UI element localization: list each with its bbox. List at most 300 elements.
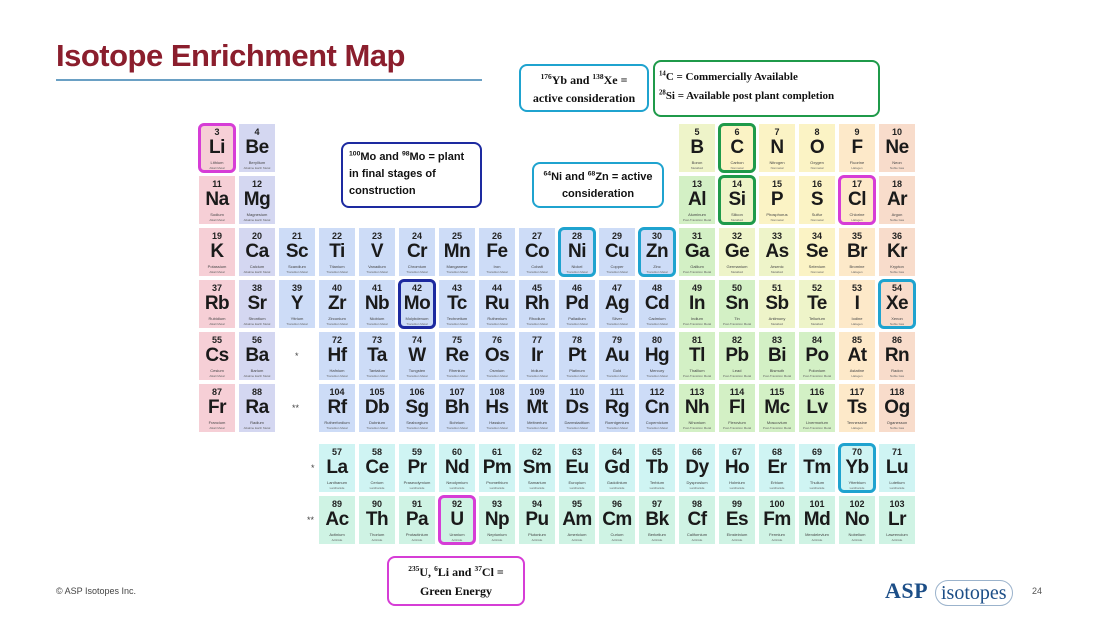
element-name: Iodine <box>851 316 863 321</box>
atomic-number: 46 <box>571 283 582 293</box>
atomic-number: 98 <box>691 499 702 509</box>
element-k <box>198 227 236 277</box>
element-symbol: Mg <box>243 189 271 210</box>
element-symbol: B <box>690 137 704 158</box>
element-category: Transition Metal <box>646 374 668 378</box>
element-category: Transition Metal <box>286 322 308 326</box>
element-symbol: Ca <box>245 241 269 262</box>
element-th <box>358 495 396 545</box>
element-symbol: Tl <box>689 345 705 366</box>
element-category: Post-Transition Metal <box>682 218 712 222</box>
element-name: Lead <box>732 368 742 373</box>
atomic-number: 102 <box>849 499 865 509</box>
atomic-number: 109 <box>529 387 545 397</box>
element-symbol: At <box>847 345 867 366</box>
element-symbol: Sr <box>247 293 267 314</box>
element-category: Lanthanide <box>729 486 745 490</box>
element-name: Calcium <box>249 264 265 269</box>
element-symbol: Pb <box>725 345 749 366</box>
element-name: Radium <box>250 420 264 425</box>
element-si <box>718 175 756 225</box>
element-category: Transition Metal <box>606 374 628 378</box>
atomic-number: 10 <box>891 127 902 137</box>
element-bk <box>638 495 676 545</box>
element-name: Radon <box>891 368 903 373</box>
ni-zn-callout <box>532 162 664 208</box>
element-name: Roentgenium <box>605 420 629 425</box>
atomic-number: 85 <box>851 335 862 345</box>
element-name: Niobium <box>369 316 385 321</box>
element-name: Nobelium <box>848 532 866 537</box>
element-name: Krypton <box>890 264 904 269</box>
element-category: Transition Metal <box>486 322 508 326</box>
asp-isotopes-logo <box>885 574 1015 614</box>
atomic-number: 70 <box>851 447 862 457</box>
element-db <box>358 383 396 433</box>
element-name: Fluorine <box>849 160 865 165</box>
element-symbol: Ga <box>684 241 710 262</box>
element-np <box>478 495 516 545</box>
element-category: Actinide <box>611 538 623 542</box>
element-category: Alkali Metal <box>209 374 225 378</box>
element-c <box>718 123 756 173</box>
element-ra <box>238 383 276 433</box>
element-name: Chlorine <box>849 212 865 217</box>
element-category: Post-Transition Metal <box>762 374 792 378</box>
element-symbol: Rb <box>204 293 230 314</box>
element-category: Transition Metal <box>366 374 388 378</box>
element-category: Actinide <box>731 538 743 542</box>
page-number: 24 <box>1032 586 1043 596</box>
element-name: Potassium <box>207 264 227 269</box>
atomic-number: 15 <box>771 179 782 189</box>
atomic-number: 69 <box>811 447 822 457</box>
element-name: Francium <box>208 420 226 425</box>
element-category: Alkaline Earth Metal <box>243 218 271 222</box>
element-category: Actinide <box>771 538 783 542</box>
element-name: Neodymium <box>446 480 468 485</box>
element-name: Fermium <box>769 532 785 537</box>
element-u <box>438 495 476 545</box>
element-symbol: Lu <box>885 457 909 478</box>
element-ne <box>878 123 916 173</box>
element-name: Scandium <box>288 264 306 269</box>
element-re <box>438 331 476 381</box>
element-symbol: Gd <box>604 457 630 478</box>
atomic-number: 110 <box>569 387 585 397</box>
atomic-number: 94 <box>531 499 542 509</box>
element-category: Lanthanide <box>569 486 585 490</box>
atomic-number: 11 <box>212 179 222 189</box>
element-cs <box>198 331 236 381</box>
atomic-number: 3 <box>214 127 220 137</box>
element-category: Actinide <box>851 538 863 542</box>
element-symbol: Cl <box>848 189 866 210</box>
element-name: Aluminum <box>688 212 706 217</box>
element-category: Post-Transition Metal <box>722 322 752 326</box>
element-category: Lanthanide <box>769 486 785 490</box>
element-category: Nonmetal <box>770 218 784 222</box>
element-name: Tantalum <box>368 368 386 373</box>
element-al <box>678 175 716 225</box>
c-si-callout-line2: $^{28}$Si = Available post plant completion <box>659 89 835 102</box>
element-category: Transition Metal <box>566 270 588 274</box>
element-category: Actinide <box>651 538 663 542</box>
element-category: Transition Metal <box>326 426 348 430</box>
element-category: Post-Transition Metal <box>762 426 792 430</box>
element-name: Copernicium <box>645 420 669 425</box>
element-name: Mercury <box>649 368 665 373</box>
element-cl <box>838 175 876 225</box>
element-name: Arsenic <box>770 264 784 269</box>
element-symbol: Fe <box>486 241 508 262</box>
element-category: Transition Metal <box>326 322 348 326</box>
element-symbol: Ba <box>245 345 269 366</box>
element-name: Gallium <box>690 264 704 269</box>
element-symbol: Ra <box>245 397 269 418</box>
element-name: Gold <box>612 368 622 373</box>
element-category: Transition Metal <box>286 270 308 274</box>
element-rg <box>598 383 636 433</box>
element-symbol: Ag <box>604 293 630 314</box>
element-name: Beryllium <box>248 160 266 165</box>
element-name: Manganese <box>446 264 468 269</box>
element-category: Post-Transition Metal <box>682 322 712 326</box>
atomic-number: 78 <box>571 335 582 345</box>
atomic-number: 84 <box>811 335 822 345</box>
element-name: Nickel <box>571 264 583 269</box>
element-symbol: Nb <box>364 293 390 314</box>
atomic-number: 45 <box>531 283 542 293</box>
element-tl <box>678 331 716 381</box>
element-category: Noble Gas <box>889 322 905 326</box>
element-symbol: C <box>730 137 744 158</box>
atomic-number: 5 <box>694 127 700 137</box>
ni-zn-callout-line1: $^{64}$Ni and $^{68}$Zn = active <box>543 170 653 183</box>
element-symbol: Kr <box>886 241 908 262</box>
element-symbol: Tb <box>645 457 669 478</box>
atomic-number: 47 <box>611 283 622 293</box>
element-symbol: Lv <box>806 397 828 418</box>
ni-zn-callout-line2: consideration <box>561 188 635 200</box>
atomic-number: 74 <box>411 335 422 345</box>
atomic-number: 16 <box>811 179 822 189</box>
element-name: Osmium <box>489 368 505 373</box>
element-category: Alkali Metal <box>209 426 225 430</box>
atomic-number: 39 <box>291 283 302 293</box>
element-category: Transition Metal <box>526 322 548 326</box>
element-tc <box>438 279 476 329</box>
element-symbol: Fm <box>763 509 791 530</box>
element-cf <box>678 495 716 545</box>
element-ba <box>238 331 276 381</box>
element-symbol: Nh <box>684 397 710 418</box>
element-category: Alkaline Earth Metal <box>243 166 271 170</box>
element-symbol: Yb <box>845 457 869 478</box>
atomic-number: 75 <box>451 335 462 345</box>
atomic-number: 100 <box>769 499 785 509</box>
element-name: Zirconium <box>328 316 346 321</box>
element-symbol: Sg <box>405 397 429 418</box>
element-name: Seaborgium <box>406 420 428 425</box>
atomic-number: 68 <box>771 447 782 457</box>
element-pt <box>558 331 596 381</box>
atomic-number: 12 <box>251 179 262 189</box>
element-category: Transition Metal <box>646 322 668 326</box>
element-ag <box>598 279 636 329</box>
element-zr <box>318 279 356 329</box>
element-sb <box>758 279 796 329</box>
element-cd <box>638 279 676 329</box>
atomic-number: 27 <box>531 231 542 241</box>
element-name: Europium <box>568 480 586 485</box>
yb-xe-callout <box>519 64 649 112</box>
element-category: Actinide <box>411 538 423 542</box>
element-name: Silver <box>611 316 622 321</box>
actinide-series-marker: ** <box>307 515 315 525</box>
element-no <box>838 495 876 545</box>
element-category: Transition Metal <box>366 322 388 326</box>
element-symbol: Se <box>805 241 829 262</box>
atomic-number: 36 <box>891 231 902 241</box>
mo-callout-line1: $^{100}$Mo and $^{98}$Mo = plant <box>349 150 465 163</box>
element-rh <box>518 279 556 329</box>
element-name: Cobalt <box>531 264 543 269</box>
element-symbol: Te <box>807 293 827 314</box>
element-name: Protactinium <box>405 532 429 537</box>
element-category: Metalloid <box>770 270 783 274</box>
element-category: Nonmetal <box>810 218 824 222</box>
atomic-number: 106 <box>409 387 425 397</box>
element-name: Platinum <box>569 368 585 373</box>
element-category: Post-Transition Metal <box>682 270 712 274</box>
atomic-number: 82 <box>731 335 742 345</box>
atomic-number: 62 <box>531 447 542 457</box>
element-name: Barium <box>250 368 264 373</box>
atomic-number: 54 <box>891 283 902 293</box>
element-name: Tennessine <box>846 420 868 425</box>
element-symbol: Os <box>484 345 510 366</box>
element-symbol: As <box>765 241 789 262</box>
atomic-number: 87 <box>211 387 222 397</box>
atomic-number: 26 <box>491 231 502 241</box>
element-pr <box>398 443 436 493</box>
element-symbol: U <box>450 509 464 530</box>
element-symbol: Xe <box>885 293 909 314</box>
atomic-number: 50 <box>731 283 742 293</box>
atomic-number: 93 <box>491 499 502 509</box>
element-symbol: Ar <box>886 189 908 210</box>
element-pu <box>518 495 556 545</box>
atomic-number: 7 <box>774 127 780 137</box>
element-la <box>318 443 356 493</box>
atomic-number: 61 <box>491 447 502 457</box>
atomic-number: 42 <box>411 283 422 293</box>
element-tm <box>798 443 836 493</box>
element-symbol: Cd <box>644 293 670 314</box>
element-category: Post-Transition Metal <box>682 374 712 378</box>
element-category: Halogen <box>851 270 863 274</box>
element-ge <box>718 227 756 277</box>
element-sc <box>278 227 316 277</box>
element-lr <box>878 495 916 545</box>
atomic-number: 90 <box>371 499 382 509</box>
element-p <box>758 175 796 225</box>
element-category: Nonmetal <box>810 270 824 274</box>
element-name: Polonium <box>808 368 826 373</box>
atomic-number: 63 <box>571 447 582 457</box>
element-category: Lanthanide <box>529 486 545 490</box>
element-name: Praseodymium <box>403 480 431 485</box>
element-sn <box>718 279 756 329</box>
element-symbol: Eu <box>565 457 589 478</box>
element-name: Neptunium <box>487 532 507 537</box>
element-category: Lanthanide <box>369 486 385 490</box>
element-name: Americium <box>567 532 587 537</box>
element-kr <box>878 227 916 277</box>
element-symbol: W <box>408 345 426 366</box>
element-symbol: Sb <box>765 293 789 314</box>
element-category: Transition Metal <box>606 270 628 274</box>
atomic-number: 71 <box>891 447 902 457</box>
element-category: Transition Metal <box>486 270 508 274</box>
element-category: Noble Gas <box>889 166 905 170</box>
element-i <box>838 279 876 329</box>
element-symbol: Li <box>209 137 225 158</box>
element-br <box>838 227 876 277</box>
atomic-number: 99 <box>731 499 742 509</box>
element-symbol: Ir <box>531 345 543 366</box>
element-name: Lanthanum <box>326 480 347 485</box>
element-symbol: Rg <box>604 397 630 418</box>
atomic-number: 53 <box>851 283 862 293</box>
element-symbol: V <box>370 241 384 262</box>
atomic-number: 32 <box>731 231 742 241</box>
element-name: Tin <box>734 316 740 321</box>
element-po <box>798 331 836 381</box>
element-name: Boron <box>691 160 703 165</box>
element-symbol: Pt <box>568 345 586 366</box>
element-be <box>238 123 276 173</box>
element-name: Iridium <box>530 368 543 373</box>
atomic-number: 79 <box>611 335 622 345</box>
element-name: Magnesium <box>246 212 268 217</box>
element-symbol: Hf <box>327 345 347 366</box>
element-symbol: Sn <box>725 293 749 314</box>
element-te <box>798 279 836 329</box>
element-name: Tellurium <box>808 316 825 321</box>
atomic-number: 67 <box>731 447 742 457</box>
element-sm <box>518 443 556 493</box>
element-category: Transition Metal <box>446 270 468 274</box>
element-nh <box>678 383 716 433</box>
atomic-number: 107 <box>449 387 465 397</box>
element-category: Transition Metal <box>326 270 348 274</box>
element-name: Tungsten <box>408 368 426 373</box>
element-symbol: N <box>770 137 784 158</box>
atomic-number: 35 <box>851 231 862 241</box>
element-w <box>398 331 436 381</box>
element-mo <box>398 279 436 329</box>
element-cm <box>598 495 636 545</box>
element-name: Uranium <box>449 532 465 537</box>
element-ce <box>358 443 396 493</box>
element-name: Moscovium <box>766 420 788 425</box>
element-category: Alkaline Earth Metal <box>243 322 271 326</box>
atomic-number: 92 <box>451 499 462 509</box>
mo-callout <box>341 142 482 208</box>
element-fl <box>718 383 756 433</box>
element-symbol: Cu <box>604 241 630 262</box>
element-fm <box>758 495 796 545</box>
element-s <box>798 175 836 225</box>
atomic-number: 116 <box>809 387 825 397</box>
atomic-number: 41 <box>371 283 382 293</box>
element-name: Ruthenium <box>487 316 507 321</box>
element-o <box>798 123 836 173</box>
element-name: Samarium <box>527 480 547 485</box>
element-symbol: Bk <box>645 509 669 530</box>
element-symbol: Be <box>245 137 269 158</box>
element-symbol: Cm <box>602 509 632 530</box>
element-name: Meitnerium <box>527 420 547 425</box>
element-v <box>358 227 396 277</box>
element-name: Thorium <box>369 532 385 537</box>
green-energy-callout <box>387 556 525 606</box>
element-category: Transition Metal <box>646 426 668 430</box>
atomic-number: 19 <box>211 231 222 241</box>
element-name: Palladium <box>568 316 586 321</box>
atomic-number: 28 <box>571 231 582 241</box>
atomic-number: 34 <box>811 231 822 241</box>
element-symbol: Al <box>688 189 706 210</box>
logo-isotopes-text: isotopes <box>935 580 1013 606</box>
element-lu <box>878 443 916 493</box>
element-name: Holmium <box>729 480 745 485</box>
element-name: Thulium <box>809 480 825 485</box>
element-bh <box>438 383 476 433</box>
element-mn <box>438 227 476 277</box>
element-symbol: Am <box>562 509 592 530</box>
element-category: Transition Metal <box>486 426 508 430</box>
atomic-number: 108 <box>489 387 505 397</box>
atomic-number: 97 <box>651 499 662 509</box>
element-name: Berkelium <box>648 532 666 537</box>
element-symbol: Ge <box>724 241 750 262</box>
element-category: Transition Metal <box>526 374 548 378</box>
element-name: Bromine <box>849 264 865 269</box>
element-category: Transition Metal <box>566 374 588 378</box>
element-symbol: Sm <box>522 457 552 478</box>
element-rf <box>318 383 356 433</box>
element-ga <box>678 227 716 277</box>
element-name: Bismuth <box>769 368 785 373</box>
element-name: Californium <box>686 532 708 537</box>
element-category: Alkaline Earth Metal <box>243 270 271 274</box>
element-category: Transition Metal <box>566 322 588 326</box>
element-xe <box>878 279 916 329</box>
element-symbol: Co <box>524 241 550 262</box>
element-category: Transition Metal <box>446 374 468 378</box>
atomic-number: 22 <box>331 231 342 241</box>
element-name: Cerium <box>370 480 384 485</box>
element-symbol: Ti <box>329 241 345 262</box>
atomic-number: 88 <box>251 387 262 397</box>
element-symbol: I <box>854 293 860 314</box>
element-category: Lanthanide <box>889 486 905 490</box>
element-symbol: P <box>770 189 784 210</box>
element-es <box>718 495 756 545</box>
